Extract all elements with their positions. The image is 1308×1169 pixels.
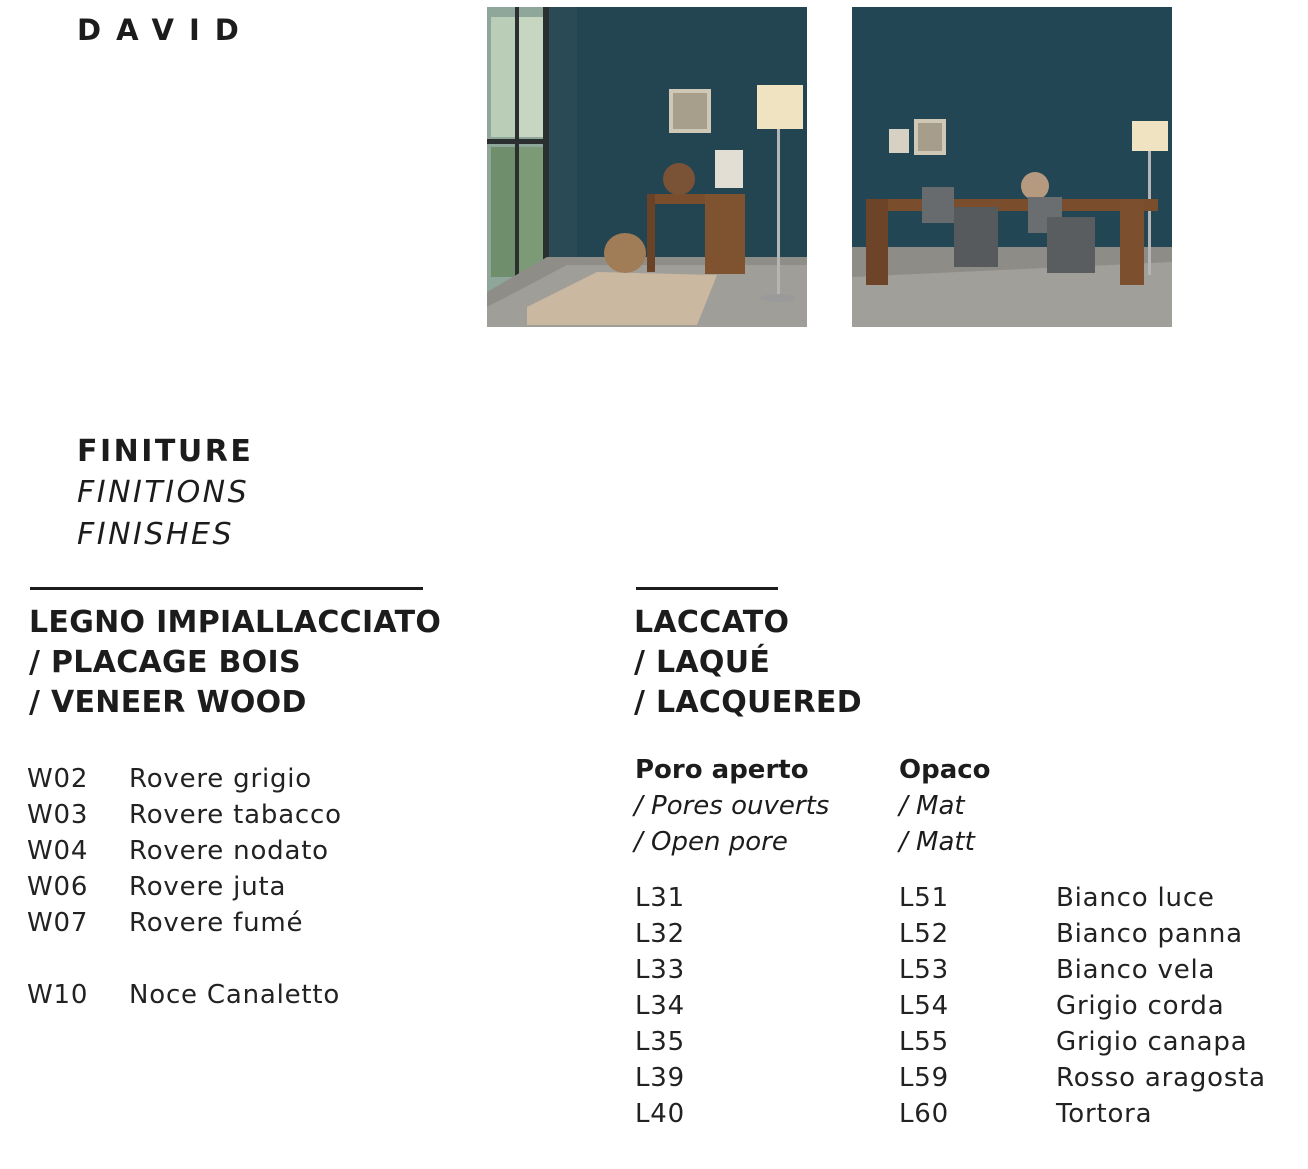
open-pore-code: L39 [635,1063,685,1093]
veneer-code: W02 [27,764,89,794]
open-pore-code: L40 [635,1099,685,1129]
veneer-name: Rovere juta [129,872,287,902]
veneer-title-it: LEGNO IMPIALLACCIATO [29,605,442,640]
matt-label-en: / Matt [899,827,975,857]
matt-label-fr: / Mat [899,791,965,821]
matt-code: L55 [899,1027,949,1057]
matt-label-it: Opaco [899,755,991,785]
open-pore-label-it: Poro aperto [635,755,809,785]
veneer-code: W04 [27,836,89,866]
open-pore-label-fr: / Pores ouverts [634,791,830,821]
matt-code: L51 [899,883,949,913]
open-pore-code: L31 [635,883,685,913]
lacquer-color-name: Rosso aragosta [1056,1063,1266,1093]
veneer-code: W06 [27,872,89,902]
open-pore-code: L33 [635,955,685,985]
veneer-code: W07 [27,908,89,938]
veneer-title-fr: / PLACAGE BOIS [29,645,301,680]
lacquer-color-name: Grigio corda [1056,991,1225,1021]
veneer-code: W03 [27,800,89,830]
veneer-code: W10 [27,980,89,1010]
matt-code: L54 [899,991,949,1021]
open-pore-code: L34 [635,991,685,1021]
matt-code: L59 [899,1063,949,1093]
lacquer-color-name: Tortora [1056,1099,1153,1129]
finishes-header-en: FINISHES [77,517,234,552]
veneer-name: Rovere grigio [129,764,313,794]
veneer-section-rule [30,587,423,590]
open-pore-code: L35 [635,1027,685,1057]
veneer-name: Rovere fumé [129,908,304,938]
console-table-photo [487,7,807,327]
veneer-name: Noce Canaletto [129,980,341,1010]
veneer-name: Rovere nodato [129,836,329,866]
matt-code: L60 [899,1099,949,1129]
lacquer-color-name: Grigio canapa [1056,1027,1248,1057]
dining-table-photo [852,7,1172,327]
open-pore-code: L32 [635,919,685,949]
lacquered-title-en: / LACQUERED [634,685,862,720]
lacquer-color-name: Bianco vela [1056,955,1216,985]
lacquer-color-name: Bianco panna [1056,919,1243,949]
lacquered-title-it: LACCATO [634,605,790,640]
lacquered-section-rule [636,587,778,590]
veneer-title-en: / VENEER WOOD [29,685,307,720]
matt-code: L52 [899,919,949,949]
veneer-name: Rovere tabacco [129,800,342,830]
lacquer-color-name: Bianco luce [1056,883,1215,913]
finishes-header-it: FINITURE [77,434,254,469]
brand-title: DAVID [77,13,254,47]
matt-code: L53 [899,955,949,985]
open-pore-label-en: / Open pore [634,827,788,857]
lacquered-title-fr: / LAQUÉ [634,645,771,680]
finishes-header-fr: FINITIONS [77,475,250,510]
